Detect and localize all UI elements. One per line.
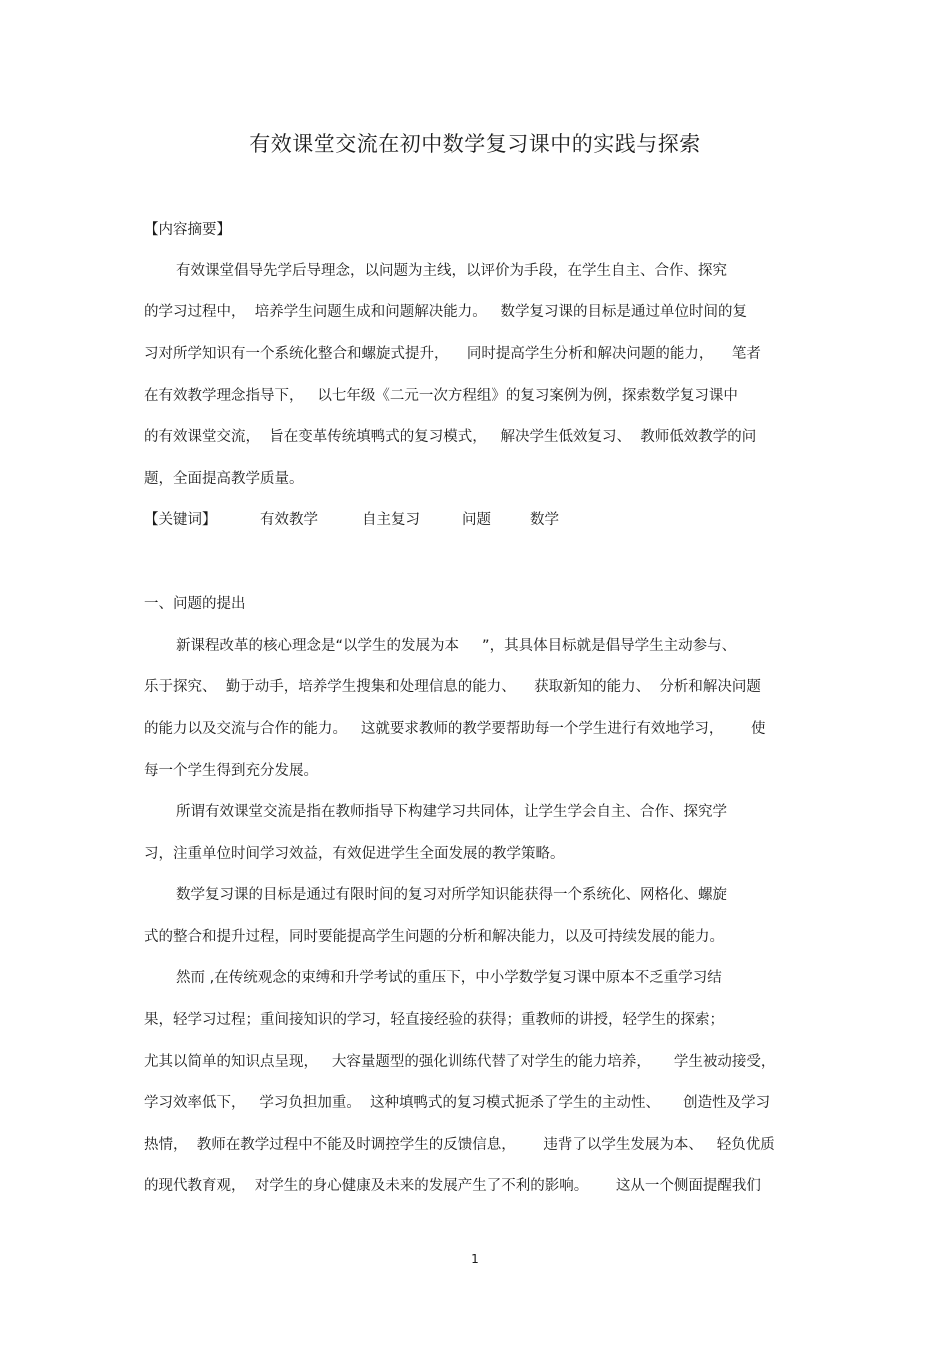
body-line: 新课程改革的核心理念是“以学生的发展为本 ”，其具体目标就是倡导学生主动参与、 — [176, 638, 737, 654]
keywords-heading: 【关键词】 — [144, 512, 217, 528]
page-number: 1 — [471, 1252, 479, 1266]
abstract-line: 的学习过程中， 培养学生问题生成和问题解决能力。 数学复习课的目标是通过单位时间的复 — [144, 304, 748, 320]
body-line: 然而 ,在传统观念的束缚和升学考试的重压下，中小学数学复习课中原本不乏重学习结 — [176, 970, 722, 986]
keyword: 问题 — [462, 512, 491, 528]
keyword: 有效教学 — [260, 512, 318, 528]
body-line: 数学复习课的目标是通过有限时间的复习对所学知识能获得一个系统化、网格化、螺旋 — [176, 887, 727, 903]
abstract-line: 的有效课堂交流， 旨在变革传统填鸭式的复习模式， 解决学生低效复习、 教师低效教学的问 — [144, 429, 757, 445]
body-line: 所谓有效课堂交流是指在教师指导下构建学习共同体，让学生学会自主、合作、探究学 — [176, 804, 727, 820]
abstract-line: 习对所学知识有一个系统化整合和螺旋式提升， 同时提高学生分析和解决问题的能力， 笔者 — [144, 346, 761, 362]
section-heading: 一、问题的提出 — [144, 596, 246, 612]
abstract-line: 题，全面提高教学质量。 — [144, 471, 304, 487]
keyword: 数学 — [530, 512, 559, 528]
body-line: 乐于探究、 勤于动手，培养学生搜集和处理信息的能力、 获取新知的能力、 分析和解决问题 — [144, 679, 761, 695]
body-line: 果，轻学习过程；重间接知识的学习，轻直接经验的获得；重教师的讲授，轻学生的探索； — [144, 1012, 724, 1028]
keyword: 自主复习 — [362, 512, 420, 528]
body-line: 习，注重单位时间学习效益，有效促进学生全面发展的教学策略。 — [144, 846, 565, 862]
body-line: 尤其以简单的知识点呈现， 大容量题型的强化训练代替了对学生的能力培养， 学生被动接受， — [144, 1054, 776, 1070]
abstract-line: 在有效教学理念指导下， 以七年级《二元一次方程组》的复习案例为例，探索数学复习课中 — [144, 388, 738, 404]
body-line: 式的整合和提升过程，同时要能提高学生问题的分析和解决能力，以及可持续发展的能力。 — [144, 929, 724, 945]
body-line: 每一个学生得到充分发展。 — [144, 763, 318, 779]
abstract-heading: 【内容摘要】 — [144, 222, 231, 238]
abstract-line: 有效课堂倡导先学后导理念，以问题为主线，以评价为手段，在学生自主、合作、探究 — [176, 263, 727, 279]
body-line: 热情， 教师在教学过程中不能及时调控学生的反馈信息， 违背了以学生发展为本、 轻负优质 — [144, 1137, 775, 1153]
document-title: 有效课堂交流在初中数学复习课中的实践与探索 — [249, 132, 701, 156]
body-line: 的能力以及交流与合作的能力。 这就要求教师的教学要帮助每一个学生进行有效地学习， 使 — [144, 721, 766, 737]
body-line: 的现代教育观， 对学生的身心健康及未来的发展产生了不利的影响。 这从一个侧面提醒我们 — [144, 1178, 761, 1194]
body-line: 学习效率低下， 学习负担加重。 这种填鸭式的复习模式扼杀了学生的主动性、 创造性及学习 — [144, 1095, 771, 1111]
